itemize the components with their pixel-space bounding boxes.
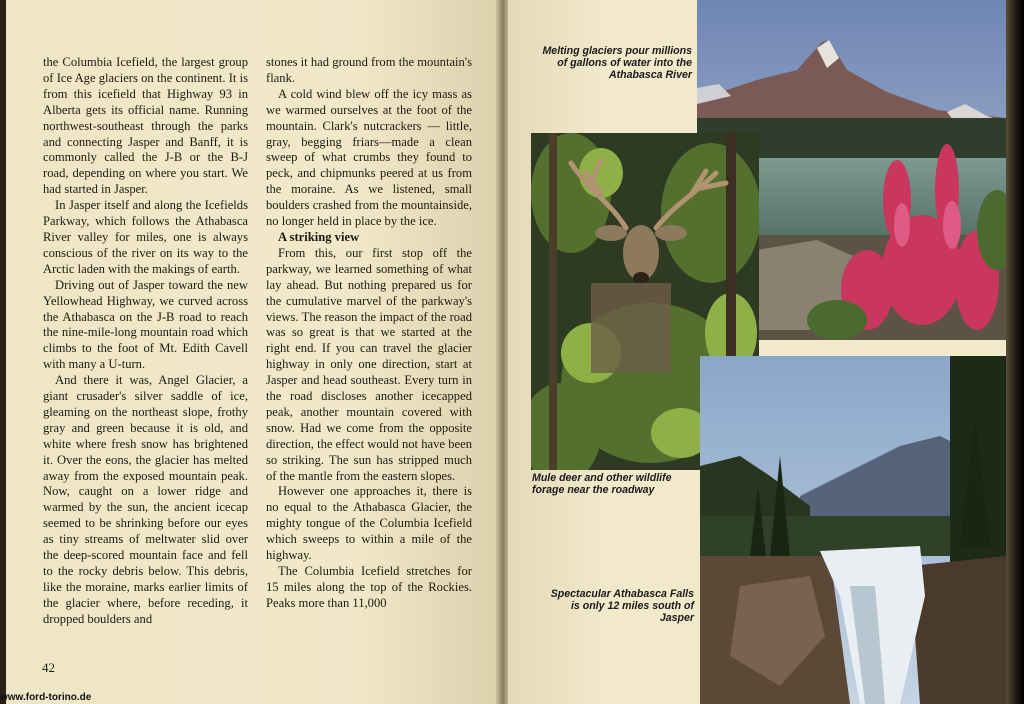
- paragraph: From this, our first stop off the parkway, we learned something of what lay ahead. But nothing prepared us for the cumulative marvel of the parkway's views. The reason the impact of the road was so great is that we started at the right end. If you can travel the glacier highway in only one direction, start at Jasper and head southeast. Every turn in the road discloses another icecapped peak, another mountain covered with snow. Had we come from the opposite direction, the effect would not have been so striking. The sun has stripped much of the mantle from the eastern slopes.: [266, 245, 472, 483]
- book-edge: [1006, 0, 1024, 704]
- text-column-1: [43, 55, 248, 628]
- caption-falls: Spectacular Athabasca Falls is only 12 miles south of Jasper: [550, 588, 694, 624]
- subheading: A striking view: [278, 229, 360, 244]
- paragraph: However one approaches it, there is no equal to the Athabasca Glacier, the mighty tongue of the Columbia Icefield which sweeps to within a mile of the highway.: [266, 484, 472, 563]
- paragraph: In Jasper itself and along the Icefields Parkway, which follows the Athabasca River valley for miles, one is always conscious of the river on its way to the Arctic laden with the makings of earth.: [43, 198, 248, 276]
- page-number: 42: [42, 660, 55, 675]
- text-column-2: [266, 55, 472, 612]
- paragraph: the Columbia Icefield, the largest group of Ice Age glaciers on the continent. It is from this icefield that Highway 93 in Alberta gets its official name. Running northwest-southeast through the parks and connecting Jasper and Banff, it is commonly called the J-B or the B-J road, depending on where you start. We had started in Jasper.: [43, 55, 248, 197]
- athabasca-falls-photo: [700, 356, 1006, 704]
- paragraph: And there it was, Angel Glacier, a giant crusader's silver saddle of ice, gleaming on the northeast slope, frothy gray and green because it is old, and white where fresh snow has brightened it. Over the eons, the glacier has melted away from the exposed mountain peak. Now, caught on a lower ridge and warmed by the sun, the ancient icecap seemed to be shrinking before our eyes as tiny streams of meltwater slid over the deep-scored mountain face and fell to the rocky debris below. This debris, like the moraine, marks earlier limits of the glacier where, before receding, it dropped boulders and: [43, 373, 248, 626]
- footer-url: www.ford-torino.de: [0, 692, 92, 703]
- caption-mountain: Melting glaciers pour millions of gallons of water into the Athabasca River: [542, 45, 692, 81]
- paragraph: The Columbia Icefield stretches for 15 miles along the top of the Rockies. Peaks more than 11,000: [266, 564, 472, 610]
- paragraph: Driving out of Jasper toward the new Yellowhead Highway, we curved across the Athabasca on the J-B road to reach the nine-mile-long mountain road which climbs to the foot of Mt. Edith Cavell with many a U-turn.: [43, 277, 248, 372]
- caption-deer: Mule deer and other wildlife forage near the roadway: [532, 472, 672, 496]
- paragraph: stones it had ground from the mountain's flank.: [266, 55, 472, 85]
- paragraph: A cold wind blew off the icy mass as we warmed ourselves at the foot of the mountain. Clark's nutcrackers — little, gray, begging friars—made a clean sweep of what crumbs they found to peck, and chipmunks peered at us from the moraine. As we listened, small boulders crashed from the mountainside, no longer held in place by the ice.: [266, 86, 472, 229]
